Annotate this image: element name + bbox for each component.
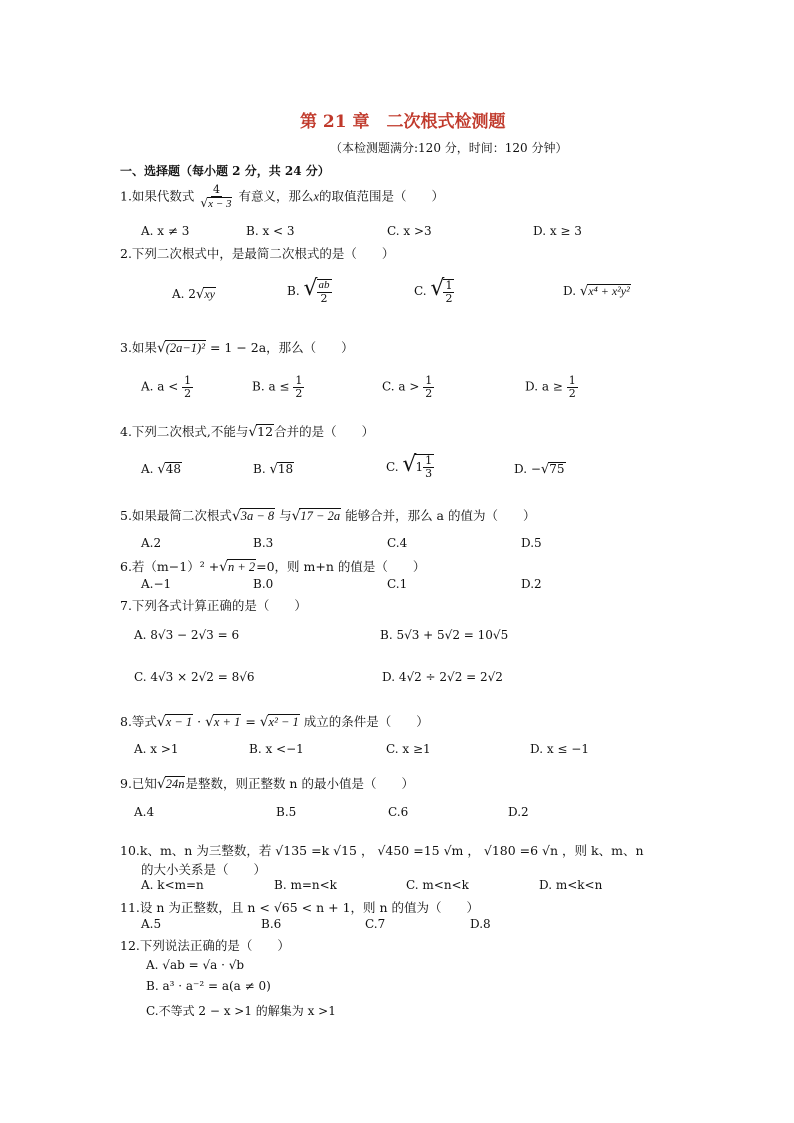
q4-option-d[interactable]: D. −√75 xyxy=(514,462,565,477)
q6-option-b[interactable]: B.0 xyxy=(253,577,274,591)
q8-option-a[interactable]: A. x >1 xyxy=(134,742,179,756)
q8-option-b[interactable]: B. x <−1 xyxy=(249,742,304,756)
q1-option-c[interactable]: C. x >3 xyxy=(387,224,432,238)
q4-option-c[interactable]: C. √ 1 $\frac{1}{3}$ xyxy=(386,452,433,480)
question-6: 6.若（m−1）² +√n + 2=0，则 m+n 的值是（ ） xyxy=(120,559,426,575)
q7-option-d[interactable]: D. 4√2 ÷ 2√2 = 2√2 xyxy=(382,670,503,684)
subtitle: （本检测题满分:120 分，时间：120 分钟） xyxy=(330,141,568,155)
question-5: 5.如果最简二次根式√3a − 8 与√17 − 2a 能够合并，那么 a 的值为（ ） xyxy=(120,508,536,524)
q5-option-d[interactable]: D.5 xyxy=(521,536,542,550)
q4-option-b[interactable]: B. √18 xyxy=(253,462,294,477)
q10-option-c[interactable]: C. m<n<k xyxy=(406,878,469,892)
q9-option-c[interactable]: C.6 xyxy=(388,805,409,819)
q1-stem: 1.如果代数式 xyxy=(120,188,195,204)
q11-option-a[interactable]: A.5 xyxy=(141,917,162,931)
question-11: 11.设 n 为正整数，且 n < √65 < n + 1，则 n 的值为（ ） xyxy=(120,900,480,915)
question-7: 7.下列各式计算正确的是（ ） xyxy=(120,598,307,613)
q5-option-a[interactable]: A.2 xyxy=(141,536,162,550)
q3-option-d[interactable]: D. a ≥ $\frac{1}{2}$ xyxy=(525,374,576,400)
q11-option-b[interactable]: B.6 xyxy=(261,917,282,931)
q4-option-a[interactable]: A. √48 xyxy=(141,462,181,477)
q2-option-d[interactable]: D. √x⁴ + x²y² xyxy=(563,284,630,299)
q1-option-a[interactable]: A. x ≠ 3 xyxy=(141,224,190,238)
q7-option-c[interactable]: C. 4√3 × 2√2 = 8√6 xyxy=(134,670,255,684)
q9-option-b[interactable]: B.5 xyxy=(276,805,297,819)
question-10-cont: 的大小关系是（ ） xyxy=(141,862,267,877)
q1-option-d[interactable]: D. x ≥ 3 xyxy=(533,224,582,238)
q11-option-d[interactable]: D.8 xyxy=(470,917,491,931)
q10-option-a[interactable]: A. k<m=n xyxy=(141,878,204,892)
q5-option-b[interactable]: B.3 xyxy=(253,536,274,550)
q2-option-a[interactable]: A. 2√xy xyxy=(172,287,215,302)
q6-option-c[interactable]: C.1 xyxy=(387,577,408,591)
q9-option-a[interactable]: A.4 xyxy=(134,805,155,819)
q7-option-a[interactable]: A. 8√3 − 2√3 = 6 xyxy=(134,628,240,642)
q1-fraction: $\frac{4}{√x - 3}$ xyxy=(200,183,232,210)
q12-option-c[interactable]: C.不等式 2 − x >1 的解集为 x >1 xyxy=(146,1004,336,1018)
question-12: 12.下列说法正确的是（ ） xyxy=(120,938,290,953)
question-10: 10.k、m、n 为三整数，若 √135 =k √15 ， √450 =15 √m ， √180 =6 √n ，则 k、m、n xyxy=(120,843,644,858)
q2-option-b[interactable]: B. √ $\frac{ab}{2}$ xyxy=(287,276,330,305)
question-1: 1.如果代数式 $\frac{4}{√x - 3}$ 有意义，那么x的取值范围是（ ） xyxy=(120,183,445,210)
question-2: 2.下列二次根式中，是最简二次根式的是（ ） xyxy=(120,246,395,261)
question-8: 8.等式√x − 1 · √x + 1 = √x² − 1 成立的条件是（ ） xyxy=(120,714,429,730)
q11-option-c[interactable]: C.7 xyxy=(365,917,386,931)
q1-option-b[interactable]: B. x < 3 xyxy=(246,224,295,238)
question-4: 4.下列二次根式,不能与√12合并的是（ ） xyxy=(120,424,375,440)
question-9: 9.已知√24n是整数，则正整数 n 的最小值是（ ） xyxy=(120,776,414,792)
q12-option-b[interactable]: B. a³ · a⁻² = a(a ≠ 0) xyxy=(146,979,271,993)
q6-option-a[interactable]: A.−1 xyxy=(141,577,172,591)
q9-option-d[interactable]: D.2 xyxy=(508,805,529,819)
q3-option-b[interactable]: B. a ≤ $\frac{1}{2}$ xyxy=(252,374,303,400)
q3-option-c[interactable]: C. a > $\frac{1}{2}$ xyxy=(382,374,433,400)
q5-option-c[interactable]: C.4 xyxy=(387,536,408,550)
q7-option-b[interactable]: B. 5√3 + 5√2 = 10√5 xyxy=(380,628,509,642)
q12-option-a[interactable]: A. √ab = √a · √b xyxy=(146,958,245,972)
page-title: 第 21 章 二次根式检测题 xyxy=(300,112,506,132)
q8-option-c[interactable]: C. x ≥1 xyxy=(386,742,431,756)
q2-option-c[interactable]: C. √ $\frac{1}{2}$ xyxy=(414,276,453,305)
q10-option-b[interactable]: B. m=n<k xyxy=(274,878,337,892)
section-heading: 一、选择题（每小题 2 分，共 24 分） xyxy=(120,164,330,178)
q8-option-d[interactable]: D. x ≤ −1 xyxy=(530,742,589,756)
question-3: 3.如果√(2a−1)² = 1 − 2a，那么（ ） xyxy=(120,340,354,356)
q3-option-a[interactable]: A. a < $\frac{1}{2}$ xyxy=(141,374,192,400)
q10-option-d[interactable]: D. m<k<n xyxy=(539,878,603,892)
q6-option-d[interactable]: D.2 xyxy=(521,577,542,591)
